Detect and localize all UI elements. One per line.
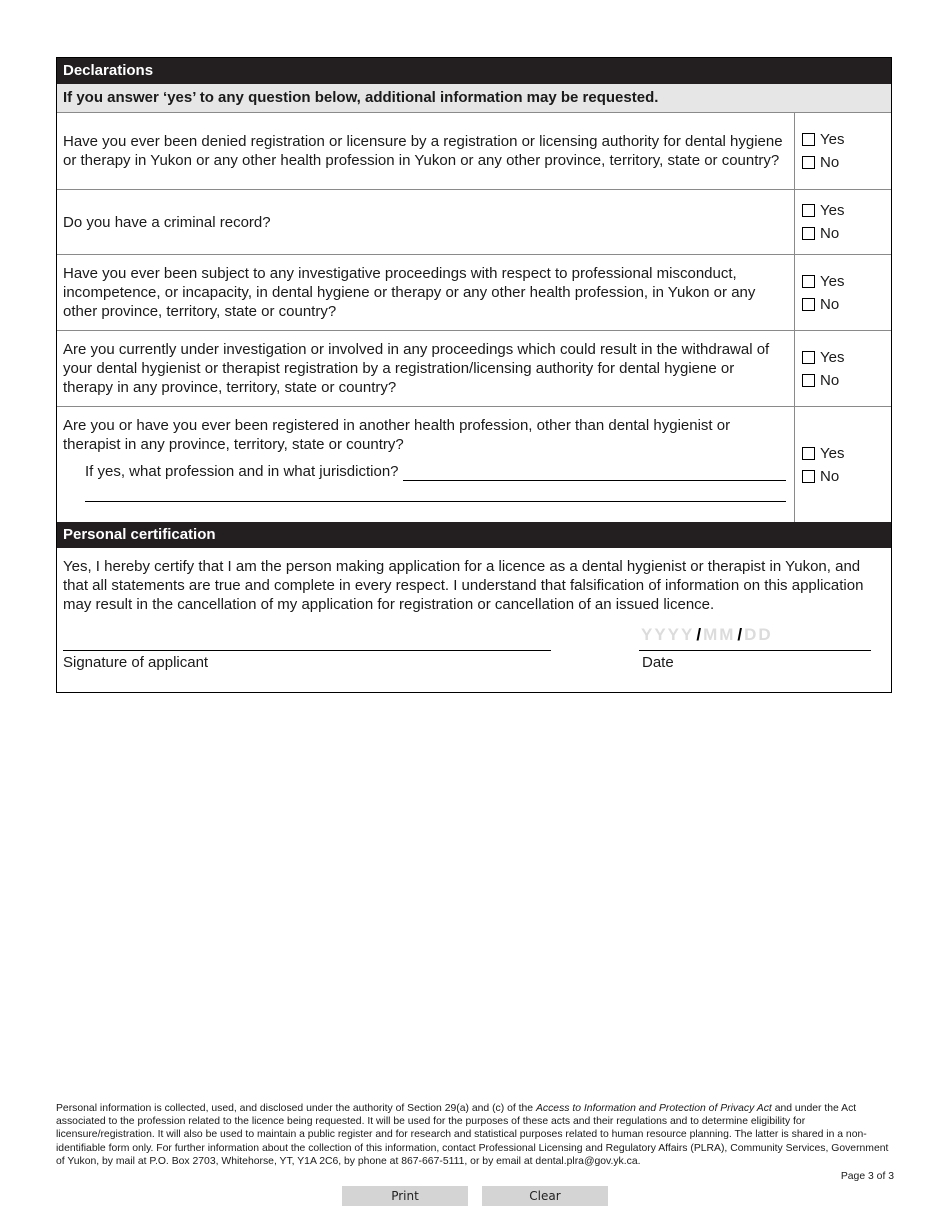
q1-yes-option[interactable] (802, 128, 891, 151)
q5-yes-checkbox[interactable] (802, 447, 815, 460)
q1-no-checkbox[interactable] (802, 156, 815, 169)
signature-field[interactable] (63, 650, 551, 651)
q3-yes-option[interactable] (802, 270, 891, 293)
followup-label: If yes, what profession and in what jurisdiction? (85, 463, 399, 480)
q4-no-checkbox[interactable] (802, 374, 815, 387)
date-separator-2: / (737, 625, 743, 644)
q5-yes-label: Yes (820, 444, 845, 462)
q4-yes-label: Yes (820, 348, 845, 366)
question-row-2 (57, 190, 891, 255)
declarations-header: Declarations (57, 58, 891, 84)
q4-no-option[interactable] (802, 369, 891, 392)
q1-yes-label: Yes (820, 131, 845, 148)
signature-area (57, 614, 891, 692)
q3-no-option[interactable] (802, 293, 891, 316)
print-button[interactable]: Print (342, 1186, 468, 1206)
date-separator-1: / (696, 625, 702, 644)
clear-button[interactable]: Clear (482, 1186, 608, 1206)
privacy-notice (56, 1102, 896, 1168)
date-label: Date (642, 654, 674, 671)
q2-no-checkbox[interactable] (802, 227, 815, 240)
question-row-4 (57, 331, 891, 407)
question-text-5: Are you or have you ever been registered in another health profession, other than dental hygienist or therapist in any province, territory, state or country? (63, 417, 731, 453)
q4-yes-checkbox[interactable] (802, 351, 815, 364)
q2-no-option[interactable] (802, 222, 891, 245)
declarations-instruction: If you answer ‘yes’ to any question below, additional information may be requested. (57, 84, 891, 113)
question-row-5 (57, 407, 891, 522)
q5-no-label: No (820, 467, 840, 485)
q3-yes-checkbox[interactable] (802, 275, 815, 288)
q5-no-checkbox[interactable] (802, 470, 815, 483)
date-year-placeholder: YYYY (641, 625, 695, 644)
question-text-1: Have you ever been denied registration or licensure by a registration or licensing authority for dental hygiene or therapy in Yukon or any other health profession in Yukon or any other province, territory, state or country? (63, 133, 783, 169)
signature-label: Signature of applicant (63, 654, 209, 671)
q1-yes-checkbox[interactable] (802, 133, 815, 146)
declarations-form (56, 57, 892, 693)
profession-input-line-2[interactable] (85, 501, 786, 502)
q3-yes-label: Yes (820, 272, 845, 290)
question-row-1 (57, 113, 891, 190)
q4-yes-option[interactable] (802, 346, 891, 369)
date-line (639, 650, 871, 651)
privacy-act-name: Access to Information and Protection of Privacy Act (535, 1103, 772, 1114)
question-row-3 (57, 255, 891, 331)
certification-text: Yes, I hereby certify that I am the person making application for a licence as a dental hygienist or therapist in Yukon, and that all statements are true and complete in every respect. I understand that falsification of information on this application may result in the cancellation of my application for registration or cancellation of an issued licence. (63, 558, 864, 613)
page-number: Page 3 of 3 (840, 1171, 894, 1182)
q4-no-label: No (820, 371, 840, 389)
date-month-placeholder: MM (703, 625, 736, 644)
q1-no-option[interactable] (802, 151, 891, 174)
privacy-text-post: and under the Act associated to the profession related to the licence being requested. It will be used for the purposes of these acts and their regulations and to determine eligibility for licensure/registration. It will also be used to maintain a public register and for research and statistical purposes related to human resource planning. The latter is shared in a non-identifiable form only. For further information about the collection of this information, contact Professional Licensing and Regulatory Affairs (PLRA), Community Services, Government of Yukon, by mail at P.O. Box 2703, Whitehorse, YT, Y1A 2C6, by phone at 867-667-5111, or by email at dental.plra@gov.yk.ca. (56, 1103, 889, 1167)
date-field[interactable] (641, 625, 773, 645)
q2-yes-label: Yes (820, 202, 845, 219)
q3-no-label: No (820, 295, 840, 313)
q2-yes-option[interactable] (802, 199, 891, 222)
privacy-text-pre: Personal information is collected, used, and disclosed under the authority of Section 29(a) and (c) of the (56, 1103, 536, 1114)
question-text-2: Do you have a criminal record? (63, 213, 271, 231)
profession-jurisdiction-field[interactable] (63, 462, 786, 481)
profession-input-line[interactable] (403, 466, 787, 481)
q1-no-label: No (820, 154, 840, 171)
question-text-3: Have you ever been subject to any investigative proceedings with respect to professional misconduct, incompetence, or incapacity, in dental hygiene or therapy or any other health profession, in Yukon or any other province, territory, state or country? (63, 265, 756, 320)
q2-no-label: No (820, 225, 840, 242)
date-day-placeholder: DD (744, 625, 773, 644)
q5-yes-option[interactable] (802, 442, 891, 465)
certification-header: Personal certification (57, 522, 891, 548)
question-text-4: Are you currently under investigation or involved in any proceedings which could result in the withdrawal of your dental hygienist or therapist registration by a registration/licensing authority for dental hygiene or therapy in any province, territory, state or country? (63, 341, 770, 396)
q5-no-option[interactable] (802, 465, 891, 488)
q3-no-checkbox[interactable] (802, 298, 815, 311)
q2-yes-checkbox[interactable] (802, 204, 815, 217)
